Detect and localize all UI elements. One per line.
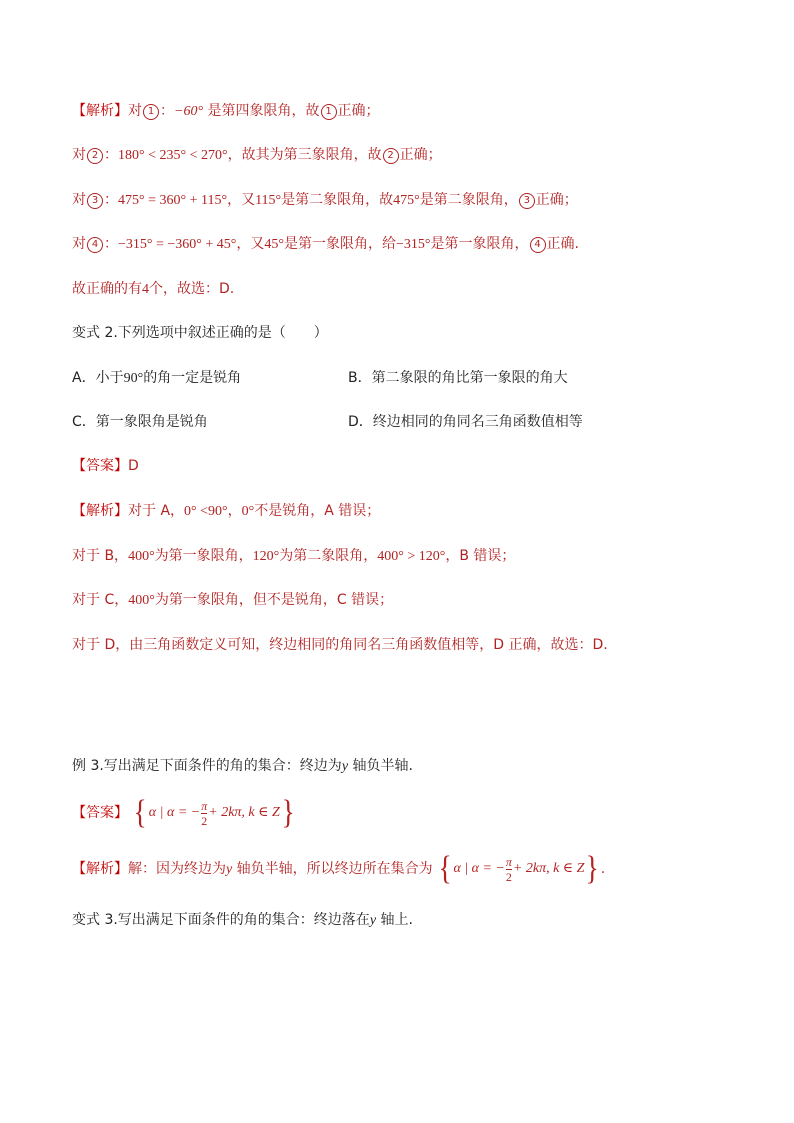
example-3-question: 例 3.写出满足下面条件的角的集合：终边为y 轴负半轴.: [72, 758, 413, 774]
answer-tag: 【答案】: [72, 805, 128, 821]
analysis-tag: 【解析】: [72, 861, 128, 877]
option-a: A．小于90°的角一定是锐角: [72, 370, 242, 386]
analysis-line-1: 【解析】对 1 ：−60° 是第四象限角，故 1 正确；: [72, 103, 380, 119]
example-3-analysis: 【解析】解：因为终边为y 轴负半轴，所以终边所在集合为 { α | α = − $\frac{\pi}{2}$ + 2kπ, k ∈ Z } .: [72, 850, 606, 887]
variant-2-answer: 【答案】D: [72, 458, 139, 474]
option-c: C．第一象限角是锐角: [72, 414, 208, 430]
variant-2-question: 变式 2.下列选项中叙述正确的是（ ）: [72, 325, 328, 341]
option-b: B．第二象限的角比第一象限的角大: [348, 370, 568, 386]
analysis-line-2: 对 2 ：180° < 235° < 270°，故其为第三象限角，故 2 正确；: [72, 147, 442, 163]
variant-3-question: 变式 3.写出满足下面条件的角的集合：终边落在y 轴上.: [72, 912, 413, 928]
variant-2-analysis-1: 【解析】对于 A，0° <90°，0°不是锐角，A 错误；: [72, 503, 381, 519]
circled-number: 2: [383, 148, 399, 164]
circled-number: 3: [519, 193, 535, 209]
circled-number: 3: [87, 193, 103, 209]
circled-number: 2: [87, 148, 103, 164]
analysis-line-3: 对 3 ：475° = 360° + 115°，又115°是第二象限角，故475°是第二象限角， 3 正确；: [72, 192, 578, 208]
answer-tag: 【答案】: [72, 458, 128, 474]
circled-number: 1: [143, 104, 159, 120]
option-d: D．终边相同的角同名三角函数值相等: [348, 414, 583, 430]
circled-number: 1: [321, 104, 337, 120]
variant-2-analysis-3: 对于 C，400°为第一象限角，但不是锐角，C 错误；: [72, 592, 394, 608]
angle-set-formula: { α | α = − $\frac{\pi}{2}$ + 2kπ, k ∈ Z }: [134, 794, 295, 831]
analysis-line-5: 故正确的有4个，故选：D.: [72, 281, 235, 297]
analysis-tag: 【解析】: [72, 503, 128, 519]
analysis-line-4: 对 4 ：−315° = −360° + 45°，又45°是第一象限角，给−315°是第一象限角， 4 正确.: [72, 236, 579, 252]
angle-set-formula: { α | α = − $\frac{\pi}{2}$ + 2kπ, k ∈ Z }: [438, 850, 600, 887]
example-3-answer: [72, 796, 296, 830]
variant-2-analysis-2: 对于 B，400°为第一象限角，120°为第二象限角，400° > 120°，B 错误；: [72, 548, 516, 564]
variant-2-analysis-4: 对于 D，由三角函数定义可知，终边相同的角同名三角函数值相等，D 正确，故选：D.: [72, 637, 608, 653]
circled-number: 4: [87, 237, 103, 253]
analysis-tag: 【解析】: [72, 103, 128, 119]
circled-number: 4: [530, 237, 546, 253]
